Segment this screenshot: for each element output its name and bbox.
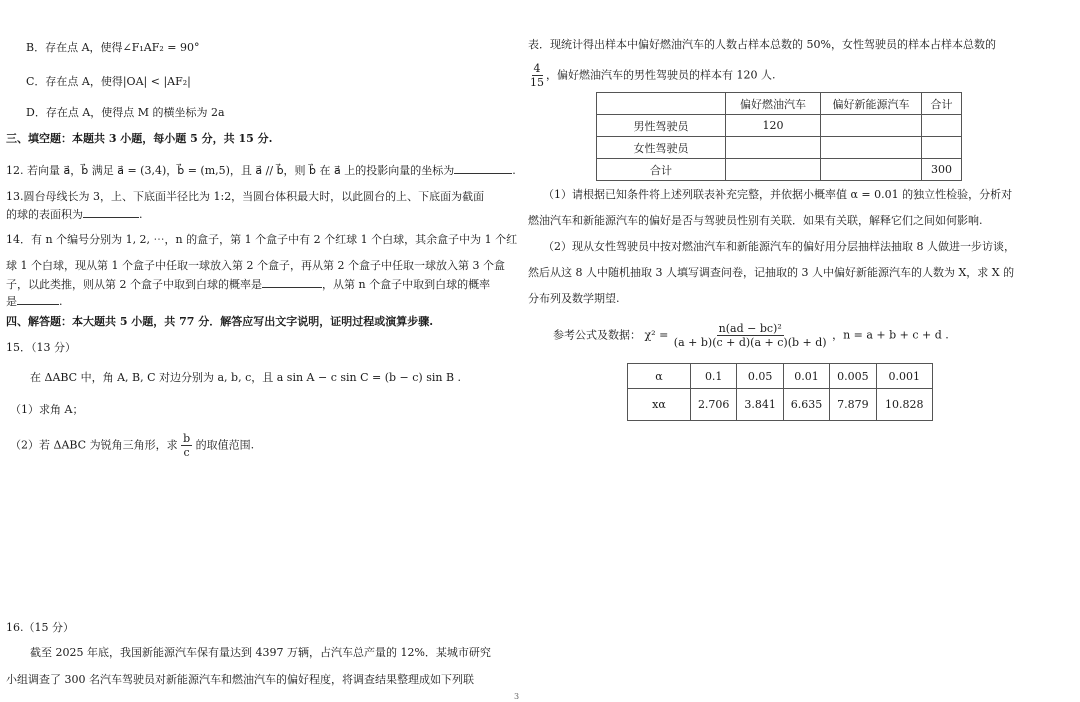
right-line2 <box>528 62 775 89</box>
q14-end: . <box>59 295 63 308</box>
table-cell <box>821 115 922 137</box>
q13-text: 的球的表面积为 <box>6 208 83 221</box>
fraction-denominator: c <box>183 446 190 459</box>
table-cell: 0.01 <box>783 364 829 389</box>
table-cell: 10.828 <box>876 389 932 421</box>
table-cell: 0.005 <box>830 364 876 389</box>
table-cell: 2.706 <box>691 389 737 421</box>
table-row <box>628 364 933 389</box>
table-cell: 偏好新能源汽车 <box>821 93 922 115</box>
part1-line1: （1）请根据已知条件将上述列联表补充完整，并依据小概率值 α = 0.01 的独立性检验，分析对 <box>543 188 1013 201</box>
q16-line1: 截至 2025 年底，我国新能源汽车保有量达到 4397 万辆，占汽车总产量的 12%．某城市研究 <box>30 646 491 659</box>
table-cell: 男性驾驶员 <box>597 115 726 137</box>
q16-line2: 小组调查了 300 名汽车驾驶员对新能源汽车和燃油汽车的偏好程度，将调查结果整理成如下列联 <box>6 673 474 686</box>
q12-answer-blank <box>454 162 512 174</box>
contingency-table <box>596 92 962 181</box>
table-cell: 偏好燃油汽车 <box>726 93 821 115</box>
q12-text: 12. 若向量 a⃗，b⃗ 满足 a⃗ = (3,4)，b⃗ = (m,5)，且 a⃗ // b⃗，则 b⃗ 在 a⃗ 上的投影向量的坐标为 <box>6 164 455 177</box>
table-cell: 120 <box>726 115 821 137</box>
part2-line2: 然后从这 8 人中随机抽取 3 人填写调查问卷，记抽取的 3 人中偏好新能源汽车的人数为 X，求 X 的 <box>528 266 1015 279</box>
question-13-line1: 13.圆台母线长为 3，上、下底面半径比为 1:2，当圆台体积最大时，以此圆台的上、下底面为截面 <box>6 190 485 203</box>
table-row <box>628 389 933 421</box>
question-13-line2 <box>6 206 143 223</box>
option-d: D．存在点 A，使得点 M 的横坐标为 2a <box>26 106 225 119</box>
q15-part2 <box>10 432 254 459</box>
part2-line3: 分布列及数学期望. <box>528 292 620 305</box>
q13-answer-blank <box>83 206 139 218</box>
table-cell <box>726 159 821 181</box>
q12-end: . <box>512 164 516 177</box>
q15-part2-text-a: （2）若 ΔABC 为锐角三角形，求 <box>10 438 178 452</box>
fraction-numerator: 4 <box>533 62 541 75</box>
q14-answer-blank-2 <box>17 293 59 305</box>
table-cell <box>597 93 726 115</box>
q14-text-c: 是 <box>6 295 17 308</box>
page-number: 3 <box>514 692 520 701</box>
right-line1: 表．现统计得出样本中偏好燃油汽车的人数占样本总数的 50%，女性驾驶员的样本占样本总数的 <box>528 38 996 51</box>
table-row <box>597 115 962 137</box>
b-over-c-fraction <box>181 432 192 459</box>
question-12 <box>6 162 516 179</box>
table-cell: 0.001 <box>876 364 932 389</box>
q15-part1: （1）求角 A； <box>10 403 84 416</box>
fraction-denominator: 15 <box>530 76 544 89</box>
q14-text-b: ，从第 n 个盒子中取到白球的概率 <box>322 278 491 291</box>
question-14-line3 <box>6 276 490 293</box>
q15-part2-text-b: 的取值范围. <box>195 438 255 452</box>
question-14-line4 <box>6 293 63 310</box>
chi-square-fraction <box>672 322 829 349</box>
four-fifteenths-fraction <box>528 62 546 89</box>
q13-end: . <box>139 208 143 221</box>
table-cell: 女性驾驶员 <box>597 137 726 159</box>
table-cell <box>922 137 962 159</box>
table-cell: α <box>628 364 691 389</box>
section4-header: 四、解答题：本大题共 5 小题，共 77 分．解答应写出文字说明，证明过程或演算步骤. <box>6 315 434 328</box>
q14-answer-blank-1 <box>262 276 322 288</box>
table-cell: 300 <box>922 159 962 181</box>
option-c: C．存在点 A，使得|OA| < |AF₂| <box>26 75 191 88</box>
table-cell: 3.841 <box>737 389 783 421</box>
reference-formula <box>553 322 949 349</box>
table-cell <box>821 137 922 159</box>
table-cell: 6.635 <box>783 389 829 421</box>
table-cell: 合计 <box>922 93 962 115</box>
q15-title: 15．（13 分） <box>6 341 76 354</box>
table-cell: 0.05 <box>737 364 783 389</box>
question-14-line1: 14．有 n 个编号分别为 1, 2, ⋯，n 的盒子，第 1 个盒子中有 2 个红球 1 个白球，其余盒子中为 1 个红 <box>6 233 518 246</box>
table-row <box>597 93 962 115</box>
table-row <box>597 137 962 159</box>
option-b: B．存在点 A，使得∠F₁AF₂ = 90° <box>26 41 200 54</box>
table-row <box>597 159 962 181</box>
critical-value-table <box>627 363 933 421</box>
part1-line2: 燃油汽车和新能源汽车的偏好是否与驾驶员性别有关联．如果有关联，解释它们之间如何影响. <box>528 214 983 227</box>
formula-label: 参考公式及数据： <box>553 328 641 342</box>
table-cell <box>922 115 962 137</box>
q15-stem: 在 ΔABC 中，角 A, B, C 对边分别为 a, b, c，且 a sin A − c sin C = (b − c) sin B . <box>30 371 462 384</box>
part2-line1: （2）现从女性驾驶员中按对燃油汽车和新能源汽车的偏好用分层抽样法抽取 8 人做进一步访谈， <box>543 240 1015 253</box>
table-cell: xα <box>628 389 691 421</box>
table-cell: 合计 <box>597 159 726 181</box>
right-line2-text: ，偏好燃油汽车的男性驾驶员的样本有 120 人. <box>546 68 776 82</box>
fraction-numerator: n(ad − bc)² <box>718 322 782 335</box>
q16-title: 16.（15 分） <box>6 621 74 634</box>
table-cell <box>821 159 922 181</box>
table-cell <box>726 137 821 159</box>
table-cell: 7.879 <box>830 389 876 421</box>
question-14-line2: 球 1 个白球，现从第 1 个盒子中任取一球放入第 2 个盒子，再从第 2 个盒子中任取一球放入第 3 个盒 <box>6 259 505 272</box>
fraction-denominator: (a + b)(c + d)(a + c)(b + d) <box>673 336 827 349</box>
fraction-numerator: b <box>183 432 191 445</box>
q14-text-a: 子，以此类推，则从第 2 个盒子中取到白球的概率是 <box>6 278 262 291</box>
formula-tail: ，n = a + b + c + d . <box>832 328 949 342</box>
chi-square-symbol: χ² = <box>644 328 669 342</box>
section3-header: 三、填空题：本题共 3 小题，每小题 5 分，共 15 分. <box>6 132 273 145</box>
table-cell: 0.1 <box>691 364 737 389</box>
